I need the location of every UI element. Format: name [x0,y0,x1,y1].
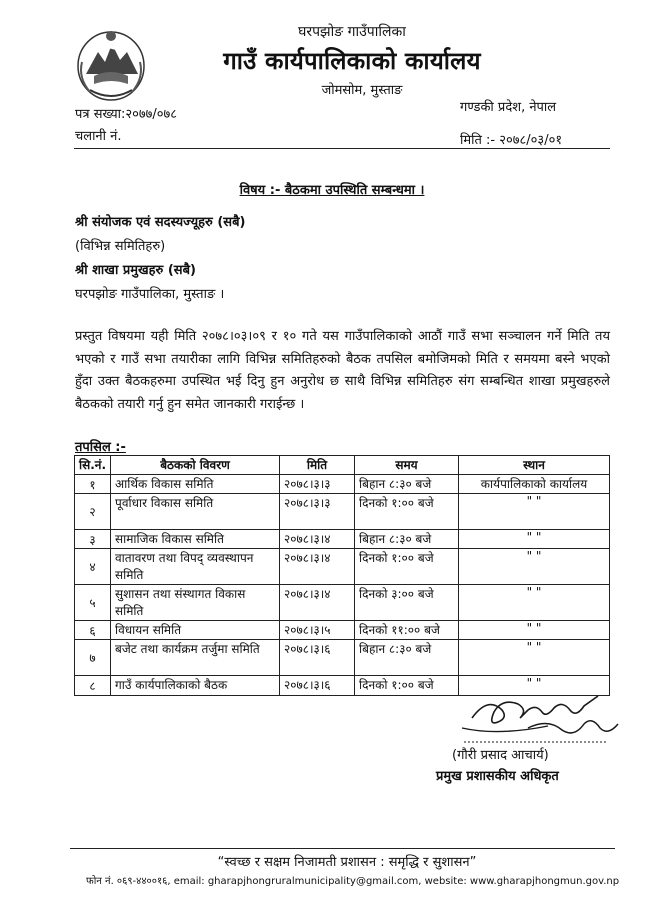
footer-contact: फोन नं. ०६९-४४००१६, email: gharapjhongruralmunicipality@gmail.com, website: www.gharapjhongmun.gov.np [86,876,620,887]
cell-time: दिनको ३:०० बजे [355,585,459,621]
cell-place: " " [459,549,610,585]
cell-time: दिनको १:०० बजे [355,549,459,585]
cell-place: " " [459,585,610,621]
cell-description: विधायन समिति [111,621,280,640]
reference-number: पत्र सख्या:२०७७/०७८ [75,107,178,122]
cell-place: " " [459,676,610,696]
cell-place: कार्यपालिकाको कार्यालय [459,475,610,494]
cell-description: वातावरण तथा विपद् व्यवस्थापन समिति [111,549,280,585]
cell-place: " " [459,494,610,530]
cell-sn: ८ [75,676,111,696]
footer-motto: “स्वच्छ र सक्षम निजामती प्रशासन : समृद्धि र सुशासन” [217,855,477,870]
body-paragraph: प्रस्तुत विषयमा यही मिति २०७८।०३।०९ र १० गते यस गाउँपालिकाको आठौं गाउँ सभा सञ्चालन गर्ने मिति तय भएको र गाउँ सभा तयारीका लागि विभिन्न समितिहरुको बैठक तपसिल बमोजिमको मिति र समयमा बस्ने भएको हुँदा उक्त बैठकहरुमा उपस्थित भई दिनु हुन अनुरोध छ साथै विभिन्न समितिहरु संग सम्बन्धित शाखा प्रमुखहरुले बैठकको तयारी गर्नु हुन समेत जानकारी गराईन्छ । [75,329,610,412]
table-row [75,530,610,549]
cell-date: २०७८।३।५ [280,621,355,640]
signature-image [458,688,628,748]
cell-sn: ३ [75,530,111,549]
cell-sn: ७ [75,640,111,676]
table-header-row [75,456,610,475]
cell-date: २०७८।३।४ [280,530,355,549]
cell-place: " " [459,640,610,676]
table-row [75,494,610,530]
cell-date: २०७८।३।६ [280,676,355,696]
subject-line [0,180,664,198]
cell-description: बजेट तथा कार्यक्रम तर्जुमा समिति [111,640,280,676]
cell-description: गाउँ कार्यपालिकाको बैठक [111,676,280,696]
cell-sn: ४ [75,549,111,585]
addressee-line-4: घरपझोङ गाउँपालिका, मुस्ताङ । [75,287,225,302]
cell-description: सुशासन तथा संस्थागत विकास समिति [111,585,280,621]
signer-name: (गौरी प्रसाद आचार्य) [452,748,549,763]
municipality-name: घरपझोङ गाउँपालिका [298,24,406,40]
table-row [75,475,610,494]
province-name: गण्डकी प्रदेश, नेपाल [460,100,557,115]
cell-date: २०७८।३।३ [280,494,355,530]
addressee-line-3: श्री शाखा प्रमुखहरु (सबै) [75,263,196,278]
subject-text: विषय :- बैठकमा उपस्थिति सम्बन्धमा । [239,183,425,198]
cell-sn: ६ [75,621,111,640]
table-row [75,549,610,585]
cell-time: बिहान ८:३० बजे [355,640,459,676]
cell-time: दिनको १:०० बजे [355,494,459,530]
cell-date: २०७८।३।४ [280,585,355,621]
signer-title: प्रमुख प्रशासकीय अधिकृत [436,769,559,784]
dispatch-number: चलानी नं. [75,129,122,144]
cell-time: दिनको १:०० बजे [355,676,459,696]
cell-sn: १ [75,475,111,494]
cell-sn: २ [75,494,111,530]
cell-place: " " [459,621,610,640]
cell-place: " " [459,530,610,549]
header-place: स्थान [459,456,610,475]
table-caption: तपसिल :- [75,440,126,455]
table-row [75,640,610,676]
cell-description: पूर्वाधार विकास समिति [111,494,280,530]
letter-date: मिति :- २०७८/०३/०१ [460,133,563,148]
office-title: गाउँ कार्यपालिकाको कार्यालय [223,47,481,75]
cell-description: आर्थिक विकास समिति [111,475,280,494]
header-time: समय [355,456,459,475]
footer-divider [70,848,615,849]
cell-time: दिनको ११:०० बजे [355,621,459,640]
cell-time: बिहान ८:३० बजे [355,530,459,549]
header-description: बैठकको विवरण [111,456,280,475]
header-sn: सि.नं. [75,456,111,475]
header-divider [74,148,610,149]
cell-date: २०७८।३।४ [280,549,355,585]
cell-sn: ५ [75,585,111,621]
cell-date: २०७८।३।३ [280,475,355,494]
cell-description: सामाजिक विकास समिति [111,530,280,549]
addressee-line-2: (विभिन्न समितिहरु) [75,239,166,254]
cell-time: बिहान ८:३० बजे [355,475,459,494]
addressee-line-1: श्री संयोजक एवं सदस्यज्यूहरु (सबै) [75,215,246,230]
table-row [75,621,610,640]
office-location: जोमसोम, मुस्ताङ [321,83,403,98]
table-row [75,585,610,621]
header-date: मिति [280,456,355,475]
schedule-table [74,455,610,696]
cell-date: २०७८।३।६ [280,640,355,676]
